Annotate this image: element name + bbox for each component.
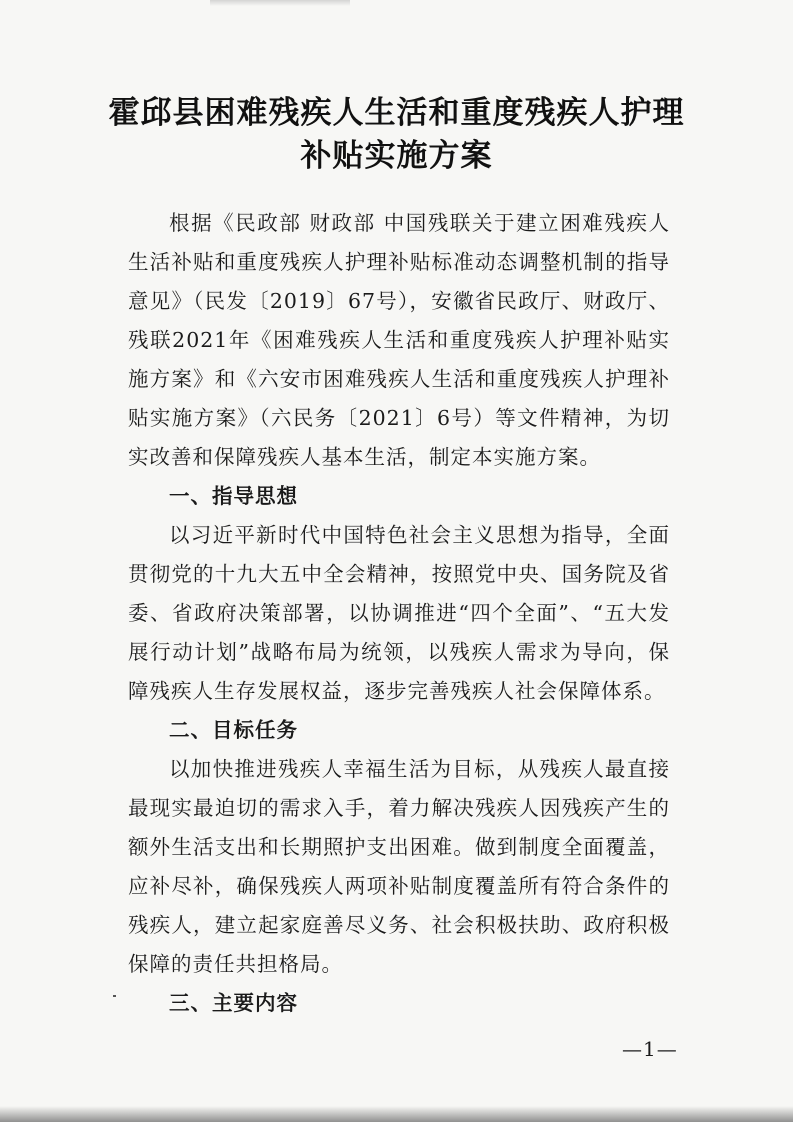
intro-paragraph: 根据《民政部 财政部 中国残联关于建立困难残疾人生活补贴和重度残疾人护理补贴标准动态调整机制的指导意见》（民发〔2019〕67号），安徽省民政厅、财政厅、残联2021年《困难残疾人生活和重度残疾人护理补贴实施方案》和《六安市困难残疾人生活和重度残疾人护理补贴实施方案》（六民务〔2021〕6号）等文件精神，为切实改善和保障残疾人基本生活，制定本实施方案。 <box>128 211 670 469</box>
document-title <box>0 92 793 178</box>
document-body <box>128 204 670 1023</box>
scan-speck <box>113 995 116 997</box>
scan-artifact-top <box>210 0 350 6</box>
section-heading-guiding-ideology: 一、指导思想 <box>169 484 298 508</box>
scan-artifact-bottom <box>0 1106 793 1122</box>
section-heading-goals: 二、目标任务 <box>169 718 298 742</box>
section-paragraph-guiding-ideology: 以习近平新时代中国特色社会主义思想为指导，全面贯彻党的十九大五中全会精神，按照党中央、国务院及省委、省政府决策部署，以协调推进“四个全面”、“五大发展行动计划”战略布局为统领，以残疾人需求为导向，保障残疾人生存发展权益，逐步完善残疾人社会保障体系。 <box>128 523 670 703</box>
page-number: —1— <box>622 1037 678 1061</box>
section-heading-main-content: 三、主要内容 <box>169 991 298 1015</box>
section-paragraph-goals: 以加快推进残疾人幸福生活为目标，从残疾人最直接最现实最迫切的需求入手，着力解决残疾人因残疾产生的额外生活支出和长期照护支出困难。做到制度全面覆盖，应补尽补，确保残疾人两项补贴制度覆盖所有符合条件的残疾人，建立起家庭善尽义务、社会积极扶助、政府积极保障的责任共担格局。 <box>128 757 670 976</box>
title-line-1: 霍邱县困难残疾人生活和重度残疾人护理 <box>108 95 685 131</box>
title-line-2: 补贴实施方案 <box>300 138 493 174</box>
